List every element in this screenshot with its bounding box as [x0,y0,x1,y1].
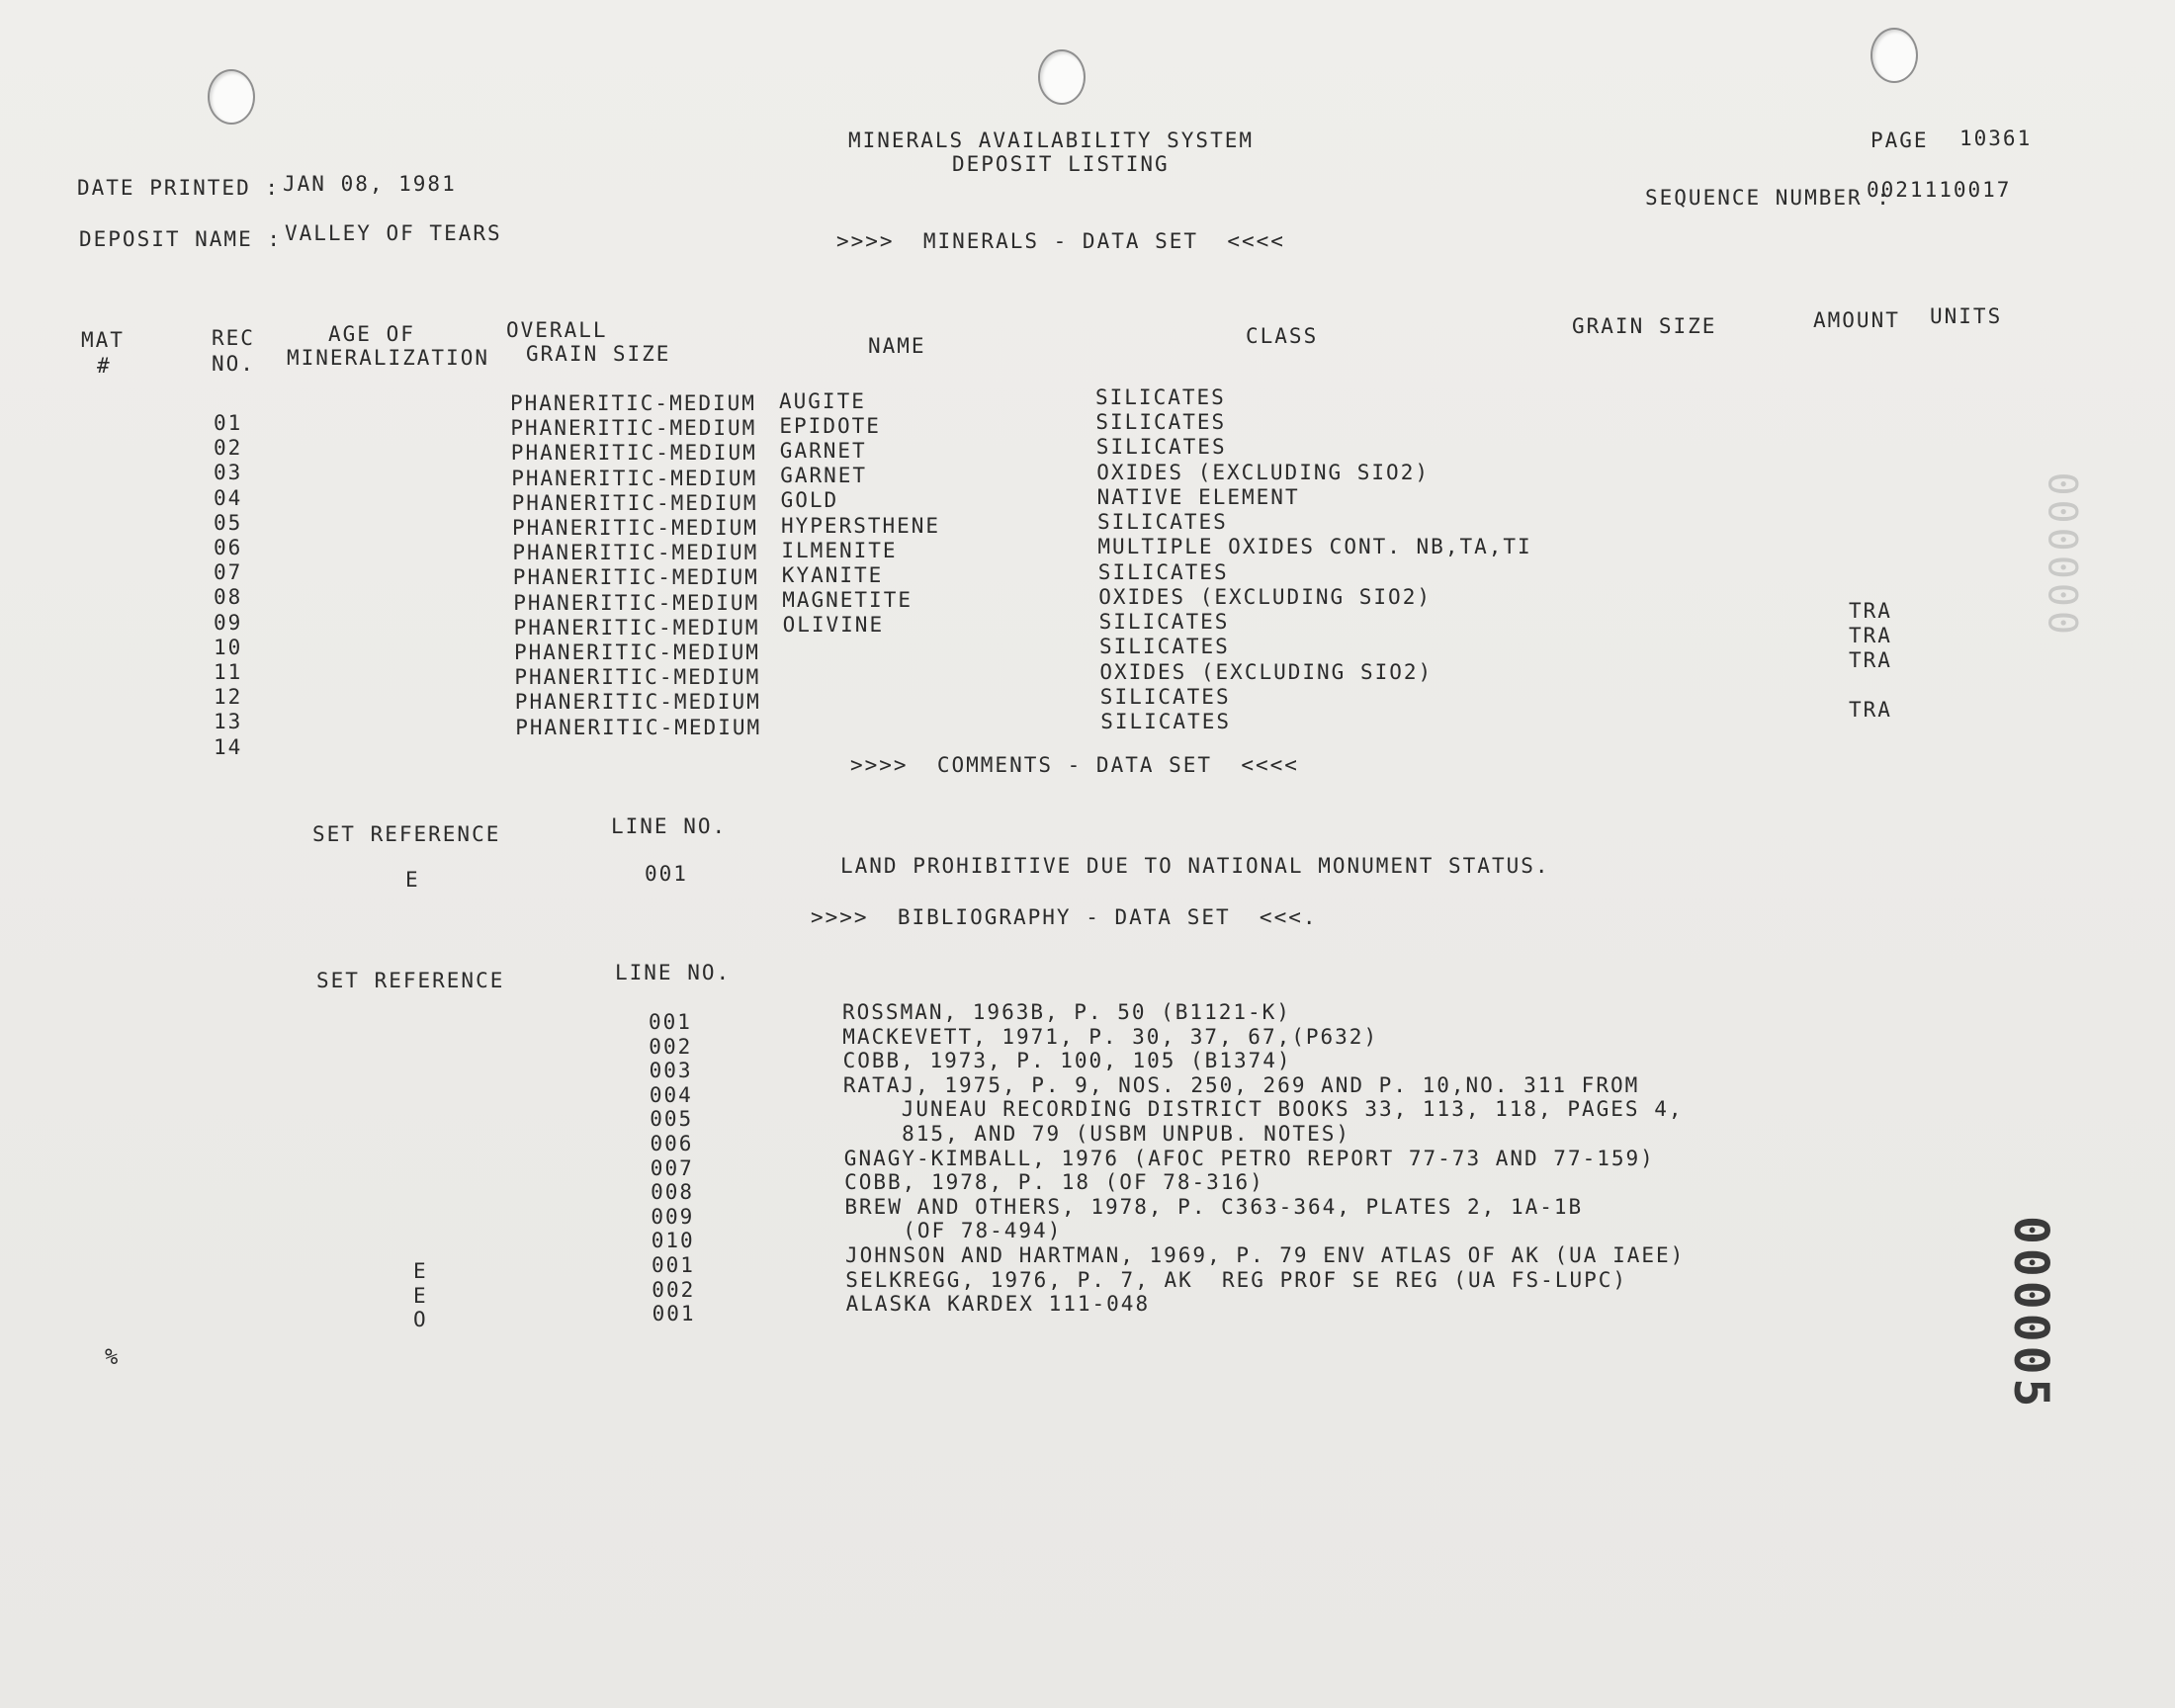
bibliography-text: COBB, 1978, P. 18 (OF 78-316) [844,1170,1264,1195]
mineral-grain-size: PHANERITIC-MEDIUM [514,690,761,715]
col-name: NAME [868,334,926,358]
mineral-rec-no: 07 [214,560,243,585]
bibliography-text: COBB, 1973, P. 100, 105 (B1374) [842,1049,1292,1073]
minerals-section-title: >>>> MINERALS - DATA SET <<<< [836,229,1285,253]
col-mat: MAT [81,328,125,352]
bibliography-line-no: 003 [649,1059,693,1083]
mineral-rec-no: 11 [214,660,243,684]
col-age: AGE OF [328,322,415,346]
mineral-name: HYPERSTHENE [781,513,941,538]
bibliography-text: ALASKA KARDEX 111-048 [845,1292,1151,1317]
mineral-rec-no: 04 [214,485,243,510]
date-printed-label: DATE PRINTED : [77,176,281,200]
comments-set-reference-label: SET REFERENCE [312,822,501,846]
comments-section-title: >>>> COMMENTS - DATA SET <<<< [850,753,1299,777]
mineral-grain-size: PHANERITIC-MEDIUM [513,590,760,615]
mineral-rec-no: 02 [214,436,243,461]
mineral-grain-size: PHANERITIC-MEDIUM [514,665,761,690]
mineral-name: ILMENITE [781,538,898,562]
col-age-mineralization: MINERALIZATION [287,346,490,370]
mineral-class: SILICATES [1099,684,1231,709]
mineral-grain-size: PHANERITIC-MEDIUM [513,615,760,640]
bibliography-line-no: 001 [649,1010,692,1034]
bibliography-row [0,1292,2175,1332]
mineral-rec-no: 03 [214,461,243,485]
bibliography-line-no: 006 [650,1132,694,1155]
bibliography-line-no: 009 [651,1204,695,1229]
comment-row [0,854,2175,893]
bibliography-section-title: >>>> BIBLIOGRAPHY - DATA SET <<<. [811,905,1318,929]
mineral-grain-size: PHANERITIC-MEDIUM [510,441,757,466]
listing-title: DEPOSIT LISTING [952,152,1170,176]
mineral-rec-no: 10 [214,635,243,659]
date-printed-value: JAN 08, 1981 [283,172,457,196]
deposit-name-label: DEPOSIT NAME : [79,227,283,251]
bibliography-line-no: 007 [650,1155,694,1180]
mineral-amount: TRA [1849,698,1892,723]
mineral-class: SILICATES [1095,410,1227,435]
mineral-grain-size: PHANERITIC-MEDIUM [512,541,759,565]
bibliography-text: JOHNSON AND HARTMAN, 1969, P. 79 ENV ATLAS OF AK (UA IAEE) [845,1243,1686,1267]
mineral-class: OXIDES (EXCLUDING SIO2) [1096,460,1430,484]
bibliography-line-no: 004 [649,1082,693,1107]
col-overall: OVERALL [506,318,608,342]
mineral-name: GARNET [779,439,867,464]
bibliography-line-no: 002 [649,1034,693,1059]
mineral-name: AUGITE [779,389,866,413]
col-grain-size: GRAIN SIZE [1572,314,1717,338]
col-mat-hash: # [97,354,112,378]
bibliography-line-no: 005 [650,1107,694,1132]
mineral-class: SILICATES [1097,510,1228,535]
page-label: PAGE [1870,128,1929,152]
mineral-class: SILICATES [1095,385,1226,409]
mineral-class: MULTIPLE OXIDES CONT. NB,TA,TI [1097,535,1532,559]
comment-line-no: 001 [645,862,688,886]
mineral-grain-size: PHANERITIC-MEDIUM [515,715,762,739]
bibliography-set-reference-label: SET REFERENCE [316,969,505,992]
mineral-amount: TRA [1849,598,1892,623]
bibliography-line-no: 008 [651,1180,695,1205]
bibliography-text: RATAJ, 1975, P. 9, NOS. 250, 269 AND P. 10,NO. 311 FROM [842,1072,1640,1097]
mineral-grain-size: PHANERITIC-MEDIUM [514,640,760,664]
bibliography-text: (OF 78-494) [844,1219,1063,1243]
system-title: MINERALS AVAILABILITY SYSTEM [848,128,1255,152]
binder-hole-left [208,69,255,125]
bibliography-text: GNAGY-KIMBALL, 1976 (AFOC PETRO REPORT 77-73 AND 77-159) [843,1146,1655,1170]
mineral-class: SILICATES [1100,710,1231,734]
mineral-name: KYANITE [781,562,884,587]
mineral-name: EPIDOTE [779,414,881,439]
mineral-grain-size: PHANERITIC-MEDIUM [512,565,759,590]
mineral-rec-no: 05 [214,510,243,535]
bibliography-line-no: 002 [652,1277,696,1302]
bibliography-set-reference: E [413,1283,428,1308]
mineral-rec-no: 14 [214,734,243,759]
mineral-rec-no: 12 [214,685,243,710]
bibliography-text: JUNEAU RECORDING DISTRICT BOOKS 33, 113, 118, PAGES 4, [843,1097,1684,1122]
mineral-rec-no: 08 [214,585,243,610]
bibliography-row [0,1194,2175,1230]
bibliography-text: BREW AND OTHERS, 1978, P. C363-364, PLATES 2, 1A-1B [844,1194,1584,1219]
page-number: 10361 [1959,127,2033,150]
sequence-number: 0021110017 [1867,178,2012,202]
mineral-name: GOLD [780,488,839,513]
mineral-class: SILICATES [1095,435,1227,460]
mineral-rec-no: 06 [214,536,243,559]
col-overall-grain-size: GRAIN SIZE [526,342,671,366]
mineral-rec-no: 13 [214,710,243,734]
bibliography-set-reference: O [413,1308,428,1332]
mineral-class: NATIVE ELEMENT [1096,484,1300,509]
faint-stamp-number: 000000 [2043,468,2088,635]
mineral-class: SILICATES [1099,635,1230,659]
mineral-class: OXIDES (EXCLUDING SIO2) [1099,659,1434,684]
binder-hole-center [1038,49,1086,105]
bibliography-text: MACKEVETT, 1971, P. 30, 37, 67,(P632) [842,1024,1379,1049]
mineral-name: OLIVINE [782,613,885,638]
bibliography-text: ROSSMAN, 1963B, P. 50 (B1121-K) [842,1000,1291,1024]
sequence-label: SEQUENCE NUMBER : [1645,186,1891,210]
mineral-amount: TRA [1849,623,1892,647]
mineral-class: SILICATES [1097,559,1229,584]
col-rec-no: NO. [212,352,255,376]
binder-hole-right [1870,28,1918,83]
bibliography-line-no: 001 [652,1302,696,1326]
mineral-name: GARNET [780,464,868,488]
mineral-grain-size: PHANERITIC-MEDIUM [511,490,758,515]
footer-percent-mark: % [105,1345,121,1370]
mineral-class: SILICATES [1098,610,1230,635]
bibliography-line-no: 010 [651,1229,695,1253]
col-rec: REC [212,326,255,350]
stamp-number: 000005 [2003,1216,2058,1411]
deposit-name-value: VALLEY OF TEARS [285,221,502,245]
col-units: UNITS [1930,304,2003,328]
comment-text: LAND PROHIBITIVE DUE TO NATIONAL MONUMENT STATUS. [840,854,1550,878]
bibliography-text: SELKREGG, 1976, P. 7, AK REG PROF SE REG (UA FS-LUPC) [845,1267,1628,1292]
mineral-grain-size: PHANERITIC-MEDIUM [510,416,757,441]
bibliography-text: 815, AND 79 (USBM UNPUB. NOTES) [843,1122,1351,1146]
mineral-class: OXIDES (EXCLUDING SIO2) [1098,584,1432,609]
mineral-grain-size: PHANERITIC-MEDIUM [511,466,758,490]
comment-set-reference: E [405,868,420,892]
bibliography-line-no: 001 [652,1253,695,1277]
mineral-amount: TRA [1849,648,1892,672]
mineral-name: MAGNETITE [782,587,913,612]
bibliography-set-reference: E [413,1259,428,1283]
mineral-grain-size: PHANERITIC-MEDIUM [512,516,758,540]
col-class: CLASS [1246,324,1319,348]
col-amount: AMOUNT [1813,308,1900,332]
mineral-rec-no: 01 [214,411,243,435]
comments-line-no-label: LINE NO. [611,814,728,838]
bibliography-line-no-label: LINE NO. [615,961,732,984]
mineral-rec-no: 09 [214,610,243,635]
mineral-grain-size: PHANERITIC-MEDIUM [510,391,756,415]
